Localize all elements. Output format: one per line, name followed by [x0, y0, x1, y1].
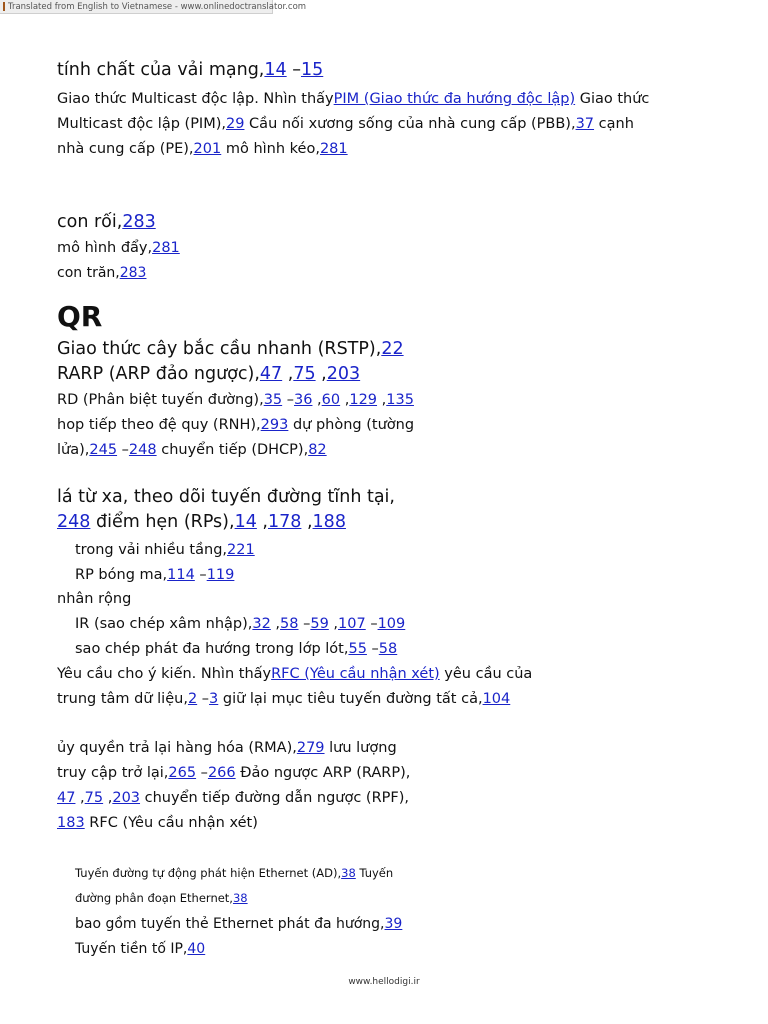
- entry-text: chuyển tiếp đường dẫn ngược (RPF),: [140, 790, 410, 806]
- page-link[interactable]: 47: [57, 790, 76, 806]
- page-link[interactable]: 2: [187, 691, 198, 707]
- index-entry: [57, 266, 146, 280]
- index-entry: [57, 766, 410, 781]
- entry-text: RD (Phân biệt tuyến đường),: [57, 392, 264, 408]
- entry-text: bao gồm tuyến thẻ Ethernet phát đa hướng,: [75, 916, 385, 932]
- entry-text: ,: [328, 616, 339, 632]
- page-link[interactable]: 82: [308, 442, 327, 458]
- entry-text: ,: [315, 364, 327, 384]
- entry-text: Tuyến tiền tố IP,: [75, 941, 188, 957]
- entry-text: con rối,: [57, 212, 123, 232]
- index-entry: [57, 393, 414, 408]
- index-entry: [57, 741, 397, 756]
- index-entry: [57, 341, 404, 359]
- page-link[interactable]: 32: [252, 616, 271, 632]
- page-link[interactable]: 60: [321, 392, 341, 408]
- index-entry: [57, 142, 348, 157]
- entry-text: dự phòng (tường: [288, 417, 415, 433]
- page-link[interactable]: 281: [152, 240, 180, 256]
- entry-text: điểm hẹn (RPs),: [90, 512, 235, 532]
- index-entry: [57, 241, 180, 256]
- entry-text: –: [298, 616, 311, 632]
- page-link[interactable]: 203: [112, 790, 141, 806]
- index-entry: [75, 642, 397, 657]
- page-link[interactable]: 266: [207, 765, 236, 781]
- page-link[interactable]: 14: [264, 60, 287, 80]
- page-link[interactable]: 36: [294, 392, 313, 408]
- entry-text: RP bóng ma,: [75, 567, 168, 583]
- index-entry: [75, 568, 234, 583]
- entry-text: ,: [301, 512, 313, 532]
- entry-text: –: [365, 616, 378, 632]
- page-link[interactable]: 55: [348, 641, 367, 657]
- page-link[interactable]: 75: [84, 790, 104, 806]
- entry-text: sao chép phát đa hướng trong lớp lót,: [75, 641, 349, 657]
- index-entry: [57, 791, 409, 806]
- entry-text: yêu cầu của: [439, 666, 533, 682]
- page-link[interactable]: 14: [234, 512, 257, 532]
- entry-text: đường phân đoạn Ethernet,: [75, 891, 233, 905]
- page-link[interactable]: PIM (Giao thức đa hướng độc lập): [333, 91, 576, 107]
- index-entry: [57, 366, 360, 384]
- page-link[interactable]: 221: [227, 542, 255, 558]
- entry-text: nhà cung cấp (PE),: [57, 141, 194, 157]
- entry-text: chuyển tiếp (DHCP),: [156, 442, 309, 458]
- page-link[interactable]: 37: [575, 116, 595, 132]
- index-entry: [57, 489, 395, 507]
- index-entry: [75, 543, 255, 558]
- entry-text: ,: [103, 790, 113, 806]
- page-link[interactable]: 22: [381, 339, 404, 359]
- banner-text: Translated from English to Vietnamese - www.onlinedoctranslator.com: [8, 1, 307, 12]
- page-link[interactable]: 188: [312, 512, 346, 532]
- page-link[interactable]: 129: [349, 392, 378, 408]
- entry-text: ,: [282, 364, 294, 384]
- entry-text: Giao thức: [575, 91, 650, 107]
- page-link[interactable]: 104: [482, 691, 511, 707]
- page-link[interactable]: 40: [187, 941, 206, 957]
- page-link[interactable]: 75: [293, 364, 316, 384]
- translator-icon: [3, 2, 5, 11]
- entry-text: mô hình đẩy,: [57, 240, 153, 256]
- entry-text: Đảo ngược ARP (RARP),: [235, 765, 411, 781]
- entry-text: –: [282, 392, 294, 408]
- entry-text: Yêu cầu cho ý kiến. Nhìn thấy: [57, 666, 272, 682]
- entry-text: ủy quyền trả lại hàng hóa (RMA),: [57, 740, 297, 756]
- entry-text: con trăn,: [57, 265, 120, 281]
- entry-text: –: [286, 60, 301, 80]
- entry-text: lưu lượng: [324, 740, 397, 756]
- index-entry: [57, 214, 156, 232]
- entry-text: tính chất của vải mạng,: [57, 60, 265, 80]
- index-entry: [75, 917, 402, 931]
- index-entry: [57, 418, 414, 433]
- entry-text: –: [117, 442, 129, 458]
- page-link[interactable]: 245: [89, 442, 118, 458]
- page-link[interactable]: 58: [280, 616, 299, 632]
- index-entry: [57, 62, 323, 80]
- footer-url: www.hellodigi.ir: [348, 977, 420, 987]
- page-link[interactable]: 38: [232, 891, 248, 905]
- page-link[interactable]: 39: [384, 916, 403, 932]
- page-link[interactable]: 109: [377, 616, 406, 632]
- entry-text: IR (sao chép xâm nhập),: [75, 616, 253, 632]
- page-link[interactable]: 203: [326, 364, 361, 384]
- entry-text: Tuyến đường tự động phát hiện Ethernet (AD),: [75, 866, 342, 880]
- entry-text: ,: [377, 392, 387, 408]
- page-link[interactable]: 35: [263, 392, 283, 408]
- entry-text: lửa),: [57, 442, 90, 458]
- page-link[interactable]: 283: [119, 265, 147, 281]
- entry-text: ,: [340, 392, 350, 408]
- page-link[interactable]: 114: [167, 567, 195, 583]
- entry-text: Giao thức Multicast độc lập. Nhìn thấy: [57, 91, 334, 107]
- entry-text: –: [366, 641, 379, 657]
- index-entry: [57, 443, 327, 458]
- page-link[interactable]: 183: [57, 815, 85, 831]
- entry-text: ,: [75, 790, 85, 806]
- index-entry: [57, 514, 346, 532]
- page-link[interactable]: 38: [341, 866, 356, 880]
- index-entry: [57, 117, 634, 132]
- entry-text: –: [197, 691, 210, 707]
- entry-text: ,: [270, 616, 281, 632]
- entry-text: lá từ xa, theo dõi tuyến đường tĩnh tại,: [57, 487, 395, 507]
- entry-text: RARP (ARP đảo ngược),: [57, 364, 260, 384]
- page-link[interactable]: 279: [296, 740, 325, 756]
- index-entry: [75, 942, 205, 956]
- index-entry: [75, 868, 393, 880]
- page-link[interactable]: 178: [268, 512, 302, 532]
- translation-banner[interactable]: [0, 0, 307, 14]
- page-link[interactable]: 15: [300, 60, 324, 80]
- page-link[interactable]: 47: [259, 364, 283, 384]
- index-entry: [57, 592, 131, 607]
- entry-text: –: [196, 765, 208, 781]
- entry-text: truy cập trở lại,: [57, 765, 169, 781]
- entry-text: ,: [312, 392, 322, 408]
- page-link[interactable]: 3: [209, 691, 219, 707]
- entry-text: Multicast độc lập (PIM),: [57, 116, 226, 132]
- entry-text: Tuyến: [355, 866, 394, 880]
- section-heading: QR: [57, 300, 103, 333]
- index-entry: [57, 92, 649, 107]
- page-link[interactable]: 201: [193, 141, 222, 157]
- entry-text: trung tâm dữ liệu,: [57, 691, 188, 707]
- page-link[interactable]: 248: [128, 442, 157, 458]
- page-link[interactable]: 135: [386, 392, 414, 408]
- page-link[interactable]: 283: [122, 212, 156, 232]
- page-link[interactable]: 265: [168, 765, 197, 781]
- page-link[interactable]: 293: [260, 417, 289, 433]
- page-link[interactable]: 29: [226, 116, 245, 132]
- entry-text: giữ lại mục tiêu tuyến đường tất cả,: [218, 691, 483, 707]
- index-entry: [75, 617, 405, 632]
- entry-text: cạnh: [594, 116, 634, 132]
- page-link[interactable]: 58: [378, 641, 398, 657]
- entry-text: Cầu nối xương sống của nhà cung cấp (PBB),: [244, 116, 576, 132]
- page-link[interactable]: 59: [310, 616, 329, 632]
- page-link[interactable]: 281: [319, 141, 348, 157]
- index-entry: [75, 893, 248, 905]
- entry-text: –: [194, 567, 207, 583]
- entry-text: hop tiếp theo đệ quy (RNH),: [57, 417, 261, 433]
- page-link[interactable]: RFC (Yêu cầu nhận xét): [271, 666, 440, 682]
- index-entry: [57, 667, 532, 682]
- entry-text: trong vải nhiều tầng,: [75, 542, 228, 558]
- entry-text: RFC (Yêu cầu nhận xét): [84, 815, 258, 831]
- index-entry: [57, 816, 258, 831]
- page-link[interactable]: 107: [338, 616, 366, 632]
- entry-text: nhân rộng: [57, 591, 132, 607]
- page-link[interactable]: 119: [206, 567, 235, 583]
- index-entry: [57, 692, 510, 707]
- entry-text: mô hình kéo,: [221, 141, 320, 157]
- entry-text: ,: [256, 512, 268, 532]
- page-link[interactable]: 248: [57, 512, 91, 532]
- entry-text: Giao thức cây bắc cầu nhanh (RSTP),: [57, 339, 382, 359]
